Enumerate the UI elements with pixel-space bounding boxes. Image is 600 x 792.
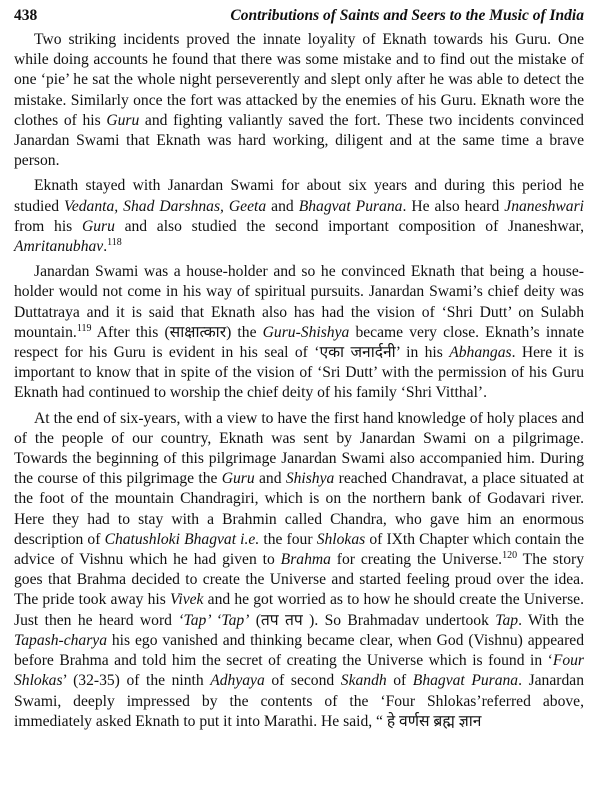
text-run: and also studied the second important composition of Jnaneshwar, xyxy=(114,217,585,235)
paragraph-house-holder xyxy=(14,262,584,403)
text-run: of xyxy=(386,672,413,690)
text-run: Eknath stayed with Janardan Swami for about six years and during this period he studied xyxy=(14,177,584,215)
text-run: . xyxy=(103,238,108,256)
text-run: ’ (32-35) of the ninth xyxy=(62,672,211,690)
paragraph-pilgrimage xyxy=(14,409,584,732)
italic-term: Shishya xyxy=(285,470,335,488)
text-run: . With the xyxy=(518,611,584,629)
text-run: . He also heard xyxy=(402,197,505,215)
italic-term: Guru-Shishya xyxy=(262,323,350,341)
italic-term: Tap xyxy=(495,611,519,629)
italic-term: Vivek xyxy=(170,591,204,609)
italic-term: ‘Tap’ ‘Tap’ xyxy=(178,611,250,629)
footnote-ref: 120 xyxy=(502,549,518,561)
italic-term: Jnaneshwari xyxy=(504,197,584,215)
text-run: for creating the Universe. xyxy=(330,551,503,569)
paragraph-studies xyxy=(14,176,584,257)
page-number: 438 xyxy=(14,7,38,24)
text-run: of second xyxy=(264,672,341,690)
italic-term: Adhyaya xyxy=(210,672,265,690)
italic-term: Brahma xyxy=(280,551,331,569)
italic-term: Guru xyxy=(221,470,255,488)
text-run: Two striking incidents proved the innate loyality of Eknath towards his Guru. One while doing accounts he found that there was some mistake and to find out the mistake of one ‘pie’ he sat the whole night perseverently and slept only after he was able to detect the mistake. Similarly once the fort was attacked by the enemies of his Guru. Eknath wore the clothes of his xyxy=(14,31,584,129)
text-run: from his xyxy=(14,217,82,235)
text-run: reached Chandravat, a place situated at the foot of the mountain Chandragiri, which is on the northern bank of Godavari river. Here they had to stay with a Brahmin called Chandra, who gave him an enormous description of xyxy=(14,470,585,548)
italic-term: Bhagvat Purana xyxy=(298,197,403,215)
text-run: After this (साक्षात्कार) the xyxy=(91,323,263,341)
text-run: and fighting valiantly saved the fort. These two incidents convinced Janardan Swami that Eknath was hard working, diligent and at the same time a brave person. xyxy=(14,111,584,170)
text-run: Janardan Swami was a house-holder and so he convinced Eknath that being a house-holder would not come in his way of spiritual pursuits. Janardan Swami’s chief deity was Duttatraya and it is said that Eknath also has had the vision of ‘Shri Dutt’ on Sulabh mountain. xyxy=(14,263,584,341)
paragraph-loyalty xyxy=(14,30,584,171)
text-run: The story goes that Brahma decided to create the Universe and started feeling proud over the idea. The pride took away his xyxy=(14,551,584,609)
text-run: . Janardan Swami, deeply impressed by the contents of the ‘Four Shlokas’referred above, immediately asked Eknath to put it into Marathi. He said, “ हे वर्णस ब्रह्म ज्ञान xyxy=(14,672,584,730)
text-run: his ego vanished and thinking became clear, when God (Vishnu) appeared before Brahma and told him the secret of creating the Universe which is found in ‘ xyxy=(14,631,584,670)
italic-term: Chatushloki Bhagvat i.e. xyxy=(104,530,260,548)
italic-term: Guru xyxy=(106,111,140,129)
text-run: . Here it is important to know that in spite of the vision of ‘Sri Dutt’ with the permission of his Guru Eknath had continued to worship the chief deity of his family ‘Shri Vitthal’. xyxy=(14,344,584,402)
italic-term: Four Shlokas xyxy=(14,652,584,690)
text-run: and he got worried as to how he should create the Universe. Just then he heard word xyxy=(14,591,584,629)
text-run: the four xyxy=(259,530,317,548)
italic-term: Skandh xyxy=(340,672,387,690)
text-run: and xyxy=(254,470,286,488)
page-header xyxy=(14,6,584,26)
footnote-ref: 119 xyxy=(76,322,92,334)
italic-term: Tapash-charya xyxy=(14,631,107,649)
text-run: At the end of six-years, with a view to have the first hand knowledge of holy places and of the people of our country, Eknath was sent by Janardan Swami on a pilgrimage. Towards the beginning of this pilgrimage Janardan Swami also accompanied him. During the course of this pilgrimage the xyxy=(14,409,584,488)
text-run: (तप तप ). So Brahmadav undertook xyxy=(249,611,496,629)
text-run: of IXth Chapter which contain the advice of Vishnu which he had given to xyxy=(14,530,585,569)
text-run: and xyxy=(266,197,299,215)
text-run: became very close. Eknath’s innate respect for his Guru is evident in his seal of ‘एका जनार्दनी’ in his xyxy=(14,323,585,362)
italic-term: Vedanta, Shad Darshnas, Geeta xyxy=(64,197,267,215)
italic-term: Abhangas xyxy=(449,344,512,362)
italic-term: Amritanubhav xyxy=(14,238,104,256)
italic-term: Shlokas xyxy=(316,530,366,548)
italic-term: Bhagvat Purana xyxy=(412,672,519,690)
footnote-ref: 118 xyxy=(107,236,122,248)
running-title: Contributions of Saints and Seers to the Music of India xyxy=(230,7,584,24)
italic-term: Guru xyxy=(81,217,115,235)
